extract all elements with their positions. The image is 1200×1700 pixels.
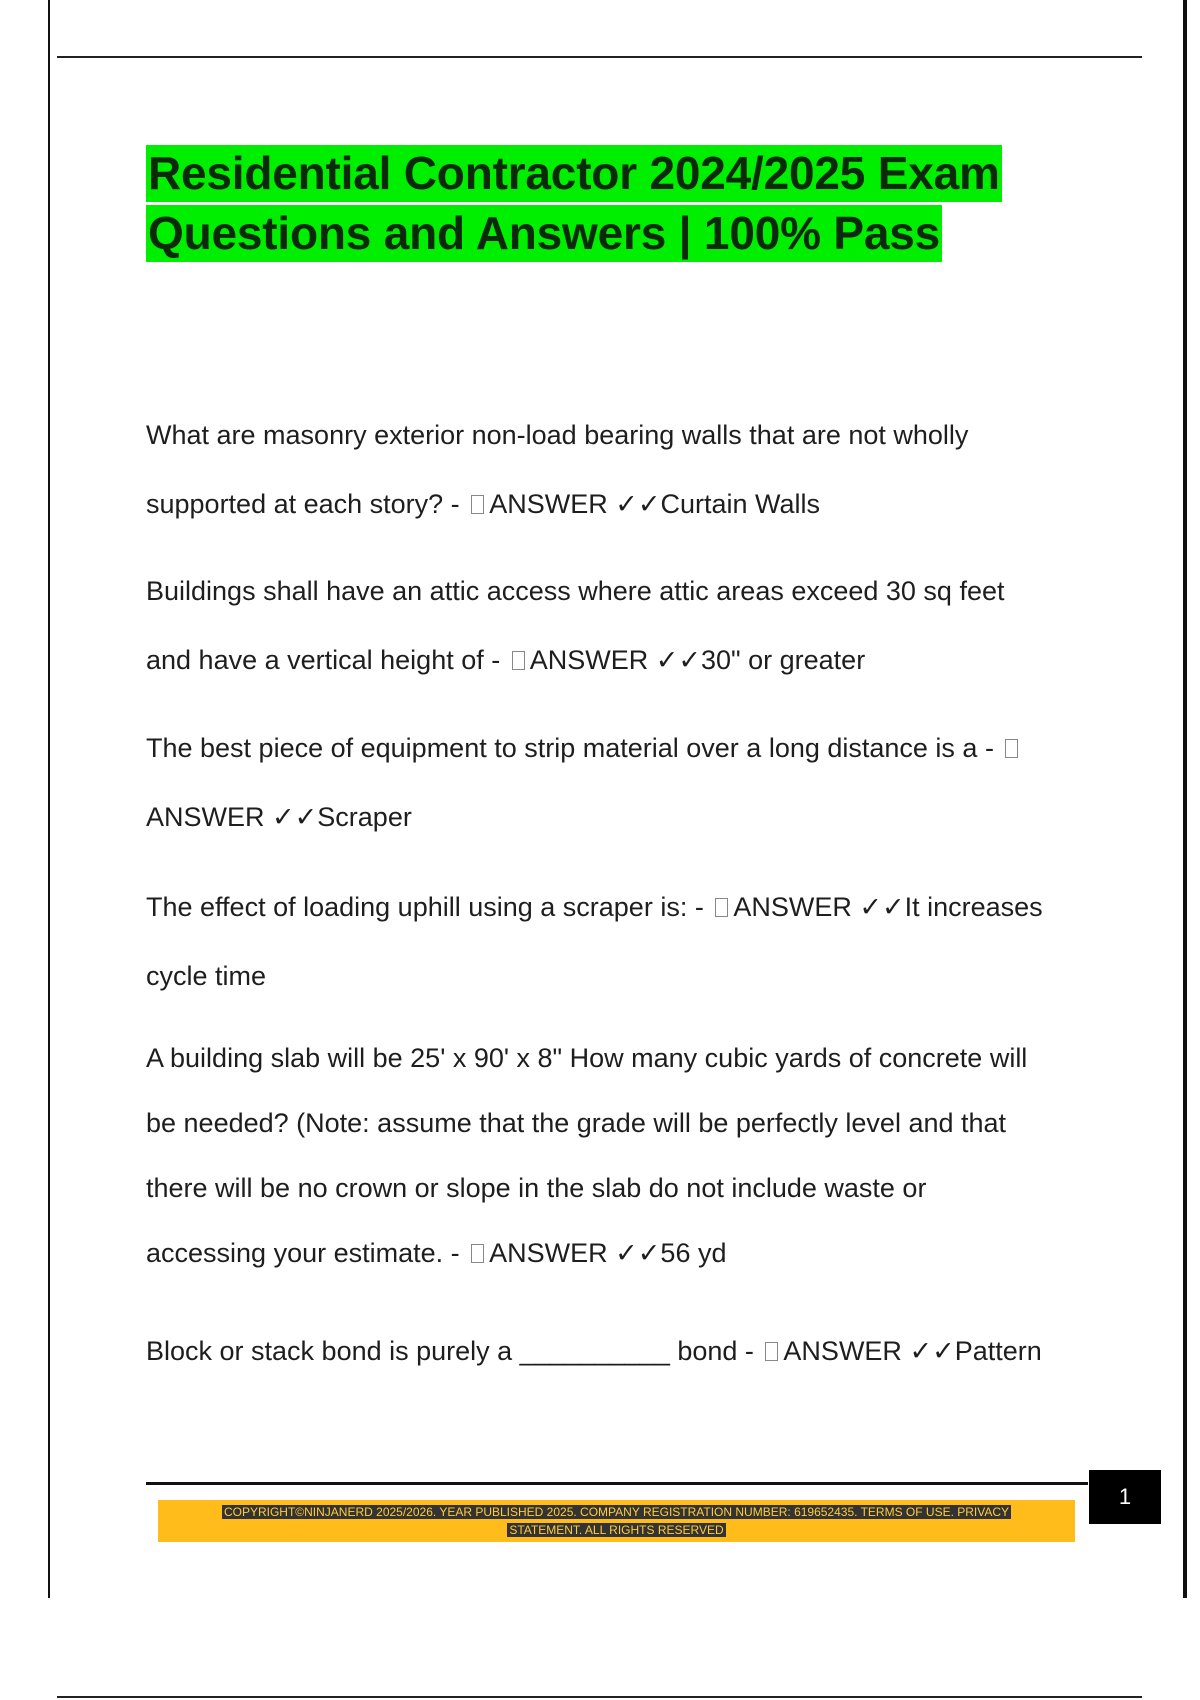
page-border-right [1183,0,1187,1598]
check-marks-icon: ✓✓ [615,489,661,519]
answer-text: Scraper [317,802,412,832]
question-text: What are masonry exterior non-load bearing walls that are not wholly [146,420,969,450]
check-marks-icon: ✓✓ [909,1336,955,1366]
answer-label: ANSWER [529,645,649,675]
question-text: Buildings shall have an attic access where attic areas exceed 30 sq feet [146,576,1005,606]
question-text: Block or stack bond is purely a __________ bond - [146,1336,754,1366]
answer-label: ANSWER [489,1238,608,1268]
question-text: A building slab will be 25' x 90' x 8" How many cubic yards of concrete will [146,1043,1028,1073]
answer-text-continued: cycle time [146,961,267,991]
answer-text: 56 yd [660,1238,727,1268]
answer-text: Pattern [954,1336,1042,1366]
answer-text: It increases [904,892,1043,922]
document-title [146,143,1106,263]
qa-item-5 [146,1026,1096,1286]
qa-item-1 [146,401,1096,539]
question-text: accessing your estimate. - [146,1238,460,1268]
copyright-line-2: STATEMENT. ALL RIGHTS RESERVED [509,1523,724,1537]
check-marks-icon: ✓✓ [615,1238,661,1268]
copyright-notice [158,1500,1075,1542]
checkbox-icon [471,495,484,514]
title-line-1: Residential Contractor 2024/2025 Exam [146,145,1002,202]
answer-label: ANSWER [489,489,608,519]
qa-item-4 [146,873,1096,1011]
qa-item-3 [146,714,1096,852]
checkbox-icon [512,651,525,670]
check-marks-icon: ✓✓ [655,645,702,675]
check-marks-icon: ✓✓ [272,802,318,832]
answer-label: ANSWER [146,802,265,832]
checkbox-icon [715,898,728,917]
header-rule [57,56,1142,58]
page-number: 1 [1089,1470,1161,1524]
question-text: there will be no crown or slope in the slab do not include waste or [146,1173,927,1203]
title-line-2: Questions and Answers | 100% Pass [146,205,942,262]
qa-item-2 [146,557,1096,695]
answer-text: 30" or greater [701,645,866,675]
page-border-left [48,0,50,1598]
question-text: be needed? (Note: assume that the grade will be perfectly level and that [146,1108,1007,1138]
question-text: supported at each story? - [146,489,460,519]
checkbox-icon [1005,739,1018,758]
bottom-rule [57,1696,1142,1698]
checkbox-icon [471,1244,484,1263]
checkbox-icon [765,1342,778,1361]
answer-text: Curtain Walls [660,489,821,519]
answer-label: ANSWER [733,892,852,922]
check-marks-icon: ✓✓ [859,892,905,922]
question-text: The effect of loading uphill using a scraper is: - [146,892,704,922]
question-text: and have a vertical height of - [146,645,501,675]
footer-rule [146,1482,1088,1485]
qa-item-6 [146,1317,1096,1386]
copyright-line-1: COPYRIGHT©NINJANERD 2025/2026. YEAR PUBLISHED 2025. COMPANY REGISTRATION NUMBER: 619652435. TERMS OF USE. PRIVACY [223,1505,1010,1519]
question-text: The best piece of equipment to strip material over a long distance is a - [146,733,994,763]
answer-label: ANSWER [783,1336,902,1366]
